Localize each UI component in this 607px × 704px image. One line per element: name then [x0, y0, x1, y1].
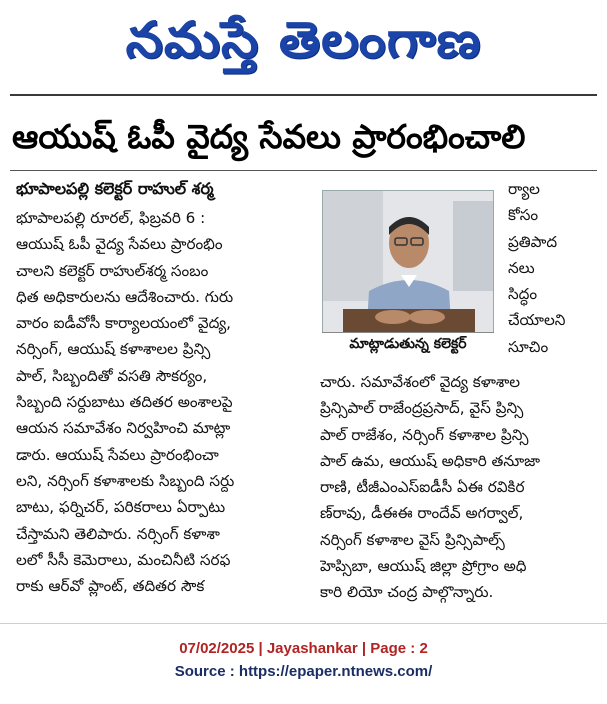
article-text-line: సిబ్బంది సర్దుబాటు తదితర అంశాలపై [16, 393, 233, 412]
article-text-line: వారం ఐడీవోసీ కార్యాలయంలో వైద్య, [16, 314, 232, 333]
article-text-line: రాణి, టీజీఎంఎస్ఐడీసీ ఏఈ రవికిర [320, 478, 525, 497]
article-text-line: ధిత అధికారులను ఆదేశించారు. గురు [16, 287, 234, 306]
article-text-line: రాకు ఆర్‌వో ప్లాంట్, తదితర సౌక [16, 577, 205, 596]
article-byline: భూపాలపల్లి కలెక్టర్ రాహుల్ శర్మ [16, 179, 214, 198]
article-text-line: సూచిం [508, 337, 549, 356]
article-text-line: నలు [508, 258, 535, 277]
article-text-line: కోసం [508, 206, 539, 225]
article-text-line: చేయాలని [508, 311, 566, 330]
article-text-line: నర్సింగ్ కళాశాల వైస్ ప్రిన్సిపాల్స్ [320, 530, 505, 549]
headline-divider [10, 170, 597, 171]
article-text-line: చేస్తామని తెలిపారు. నర్సింగ్ కళాశా [16, 524, 220, 543]
article-text-line: హెప్సిబా, ఆయుష్ జిల్లా ప్రోగ్రాం అధి [320, 557, 527, 576]
article-text-line: పాల్ రాజేశం, నర్సింగ్ కళాశాల ప్రిన్సి [320, 425, 529, 444]
article-text-line: సిద్ధం [508, 285, 538, 304]
article-text-line: ఆయన సమావేశం నిర్వహించి మాట్లా [16, 419, 231, 438]
article-text-line: ప్రిన్సిపాల్ రాజేంద్రప్రసాద్, వైస్ ప్రిన్సి [320, 399, 524, 418]
article-column-right [320, 369, 600, 615]
newspaper-masthead: నమస్తే తెలంగాణ [125, 11, 482, 69]
article-text-line: భూపాలపల్లి రూరల్, ఫిబ్రవరి 6 : [16, 209, 206, 227]
photo-caption: మాట్లాడుతున్న కలెక్టర్ [322, 332, 494, 356]
article-column-left [16, 205, 312, 615]
article-text-line: ర్యాల [508, 180, 540, 198]
article-text-line: పాల్, సిబ్బందితో వసతి సౌకర్యం, [16, 366, 208, 385]
article-text-line: చారు. సమావేశంలో వైద్య కళాశాల [320, 373, 521, 391]
article-text-line: నర్సింగ్, ఆయుష్ కళాశాలల ప్రిన్సి [16, 340, 211, 359]
article-headline: ఆయుష్ ఓపీ వైద్య సేవలు ప్రారంభించాలి [12, 117, 526, 156]
article-text-line: కారి లియో చంద్ర పాల్గొన్నారు. [320, 583, 494, 602]
masthead-divider [10, 94, 597, 96]
source-link[interactable]: Source : https://epaper.ntnews.com/ [174, 663, 433, 680]
collector-photo [322, 190, 494, 355]
collector-photo-illustration [323, 191, 494, 355]
article-text-line: పాల్ ఉమ, ఆయుష్ అధికారి తనూజా [320, 451, 541, 470]
article-text-line: డారు. ఆయుష్ సేవలు ప్రారంభించా [16, 445, 219, 464]
article-text-line: ఆయుష్ ఓపీ వైద్య సేవలు ప్రారంభిం [16, 235, 223, 254]
article-column-narrow [508, 176, 600, 372]
edition-info: 07/02/2025 | Jayashankar | Page : 2 [179, 640, 428, 657]
article-text-line: ణ్‌రావు, డీఈఈ రాందేవ్ అగర్వాల్, [320, 504, 524, 523]
article-text-line: బాటు, ఫర్నిచర్, పరికరాలు ఏర్పాటు [16, 498, 226, 517]
article-text-line: లని, నర్సింగ్ కళాశాలకు సిబ్బంది సర్దు [16, 471, 235, 490]
article-text-line: ప్రతిపాద [508, 232, 558, 251]
article-text-line: లలో సీసీ కెమెరాలు, మంచినీటి సరఫ [16, 550, 231, 569]
article-text-line: చాలని కలెక్టర్ రాహుల్‌శర్మ సంబం [16, 261, 209, 280]
